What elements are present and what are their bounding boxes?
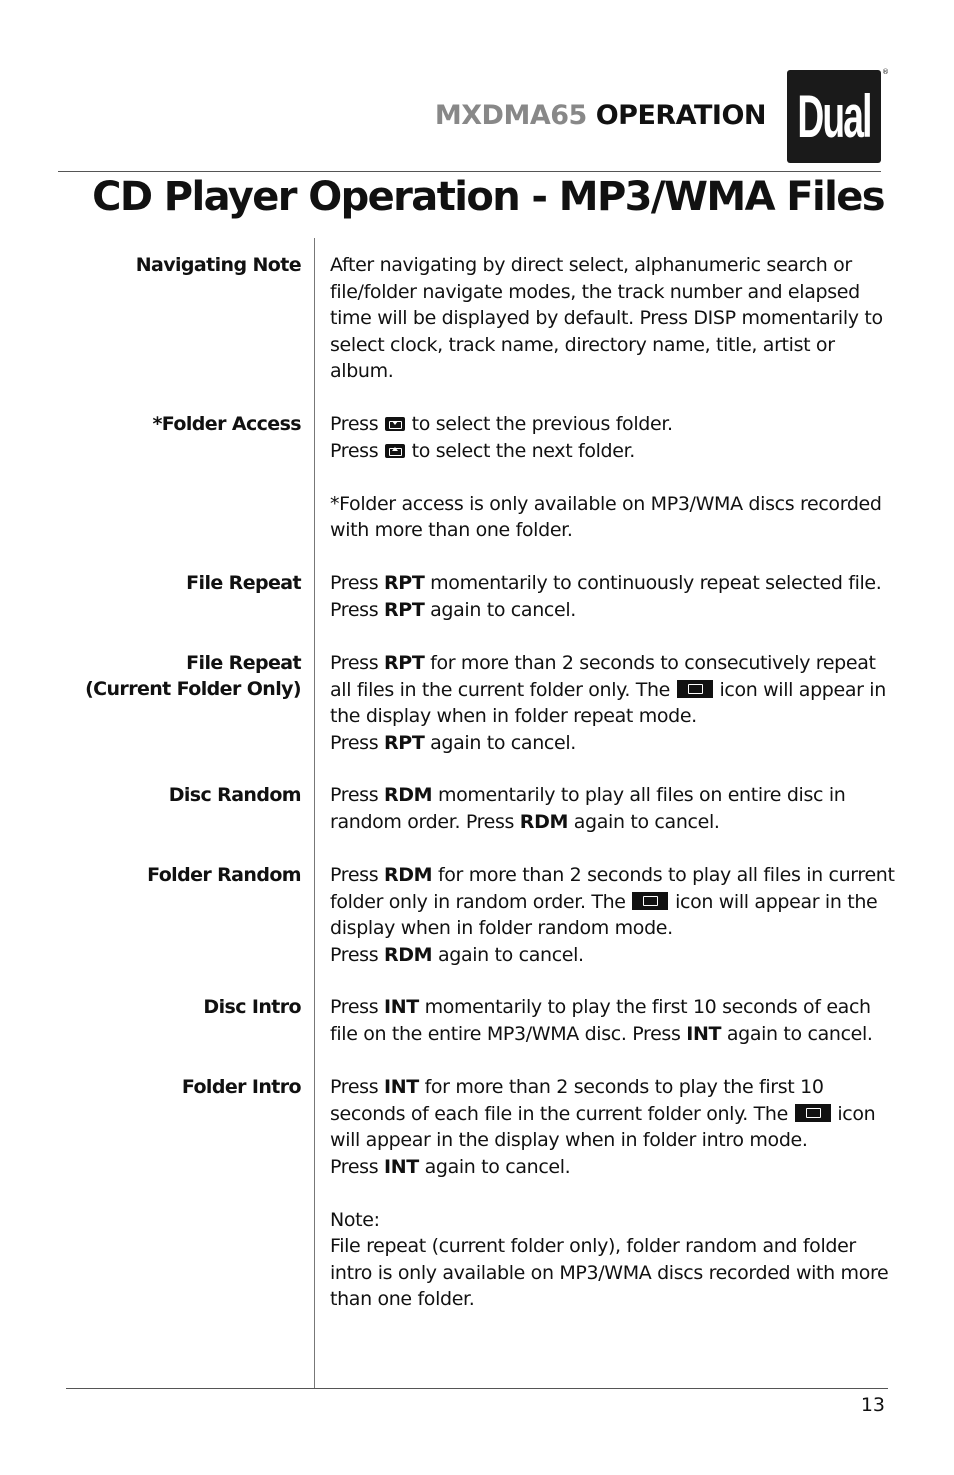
- key-int: INT: [383, 996, 419, 1018]
- section-body-file-repeat-folder: [330, 650, 900, 756]
- folder-access-footnote: *Folder access is only available on MP3/WMA discs recorded with more than one folder.: [330, 492, 882, 541]
- file-repeat-folder-cancel: Press RPT again to cancel.: [330, 731, 576, 754]
- disc-random-text: Press RDM momentarily to play all files on entire disc in random order. Press RDM again to cancel.: [330, 784, 846, 833]
- header-divider: [58, 171, 881, 172]
- section-body-folder-access: [330, 411, 900, 544]
- folder-random-text: Press RDM for more than 2 seconds to play all files in current folder only in random order. The icon will appear in the display when in folder random mode.: [330, 864, 895, 939]
- page-title: CD Player Operation - MP3/WMA Files: [92, 174, 884, 220]
- page-number: 13: [860, 1394, 885, 1416]
- section-label-file-repeat-folder: File Repeat (Current Folder Only): [85, 652, 301, 700]
- section-label-folder-random: Folder Random: [147, 864, 301, 886]
- logo-text: Dual: [797, 82, 871, 150]
- section-body-disc-random: [330, 782, 900, 835]
- folder-prev-line: Press to select the previous folder.: [330, 413, 673, 435]
- key-rpt: RPT: [383, 652, 425, 674]
- header-label: [435, 100, 766, 131]
- footer-divider: [66, 1388, 888, 1389]
- section-label-navigating-note: Navigating Note: [135, 254, 301, 276]
- model-name: MXDMA65: [434, 100, 587, 131]
- folder-intro-cancel: Press INT again to cancel.: [330, 1155, 571, 1178]
- brand-logo: [787, 70, 881, 163]
- file-repeat-line-2: Press RPT again to cancel.: [330, 598, 576, 621]
- key-int: INT: [383, 1155, 419, 1178]
- note-label: Note:: [330, 1208, 380, 1231]
- folder-next-line: Press to select the next folder.: [330, 439, 635, 462]
- operation-label: OPERATION: [595, 100, 766, 131]
- folder-random-cancel: Press RDM again to cancel.: [330, 943, 584, 966]
- key-rdm: RDM: [383, 943, 433, 966]
- folder-up-icon: [385, 444, 405, 458]
- section-body-disc-intro: [330, 994, 900, 1047]
- section-label-disc-intro: Disc Intro: [203, 996, 301, 1018]
- key-rpt: RPT: [383, 572, 425, 594]
- registered-mark: ®: [882, 68, 889, 76]
- folder-mode-icon: [632, 892, 668, 910]
- key-rdm: RDM: [383, 784, 433, 806]
- file-repeat-line-1: Press RPT momentarily to continuously repeat selected file.: [330, 572, 882, 594]
- key-rdm: RDM: [519, 810, 569, 833]
- column-divider: [314, 238, 315, 1388]
- section-label-file-repeat: File Repeat: [186, 572, 301, 594]
- file-repeat-folder-text: Press RPT for more than 2 seconds to consecutively repeat all files in the current folder only. The icon will appear in the display when in folder repeat mode.: [330, 652, 886, 727]
- note-text: File repeat (current folder only), folder random and folder intro is only available on MP3/WMA discs recorded with more than one folder.: [330, 1235, 889, 1310]
- folder-intro-text: Press INT for more than 2 seconds to play the first 10 seconds of each file in the current folder only. The icon will appear in the display when in folder intro mode.: [330, 1076, 876, 1151]
- navigating-note-text: After navigating by direct select, alphanumeric search or file/folder navigate modes, the track number and elapsed time will be displayed by default. Press DISP momentarily to select clock, track name, directory name, title, artist or album.: [330, 254, 883, 382]
- key-int: INT: [686, 1022, 722, 1045]
- section-body-folder-intro: [330, 1074, 900, 1313]
- section-label-folder-intro: Folder Intro: [181, 1076, 301, 1098]
- key-rpt: RPT: [383, 731, 425, 754]
- key-rpt: RPT: [383, 598, 425, 621]
- disc-intro-text: Press INT momentarily to play the first 10 seconds of each file on the entire MP3/WMA disc. Press INT again to cancel.: [330, 996, 873, 1045]
- folder-mode-icon: [795, 1104, 831, 1122]
- section-body-folder-random: [330, 862, 900, 968]
- section-label-folder-access: *Folder Access: [152, 413, 301, 435]
- section-body-navigating-note: [330, 252, 900, 385]
- section-body-file-repeat: [330, 570, 900, 623]
- folder-down-icon: [385, 417, 405, 431]
- section-label-disc-random: Disc Random: [168, 784, 301, 806]
- folder-mode-icon: [677, 680, 713, 698]
- key-rdm: RDM: [383, 864, 433, 886]
- key-int: INT: [383, 1076, 419, 1098]
